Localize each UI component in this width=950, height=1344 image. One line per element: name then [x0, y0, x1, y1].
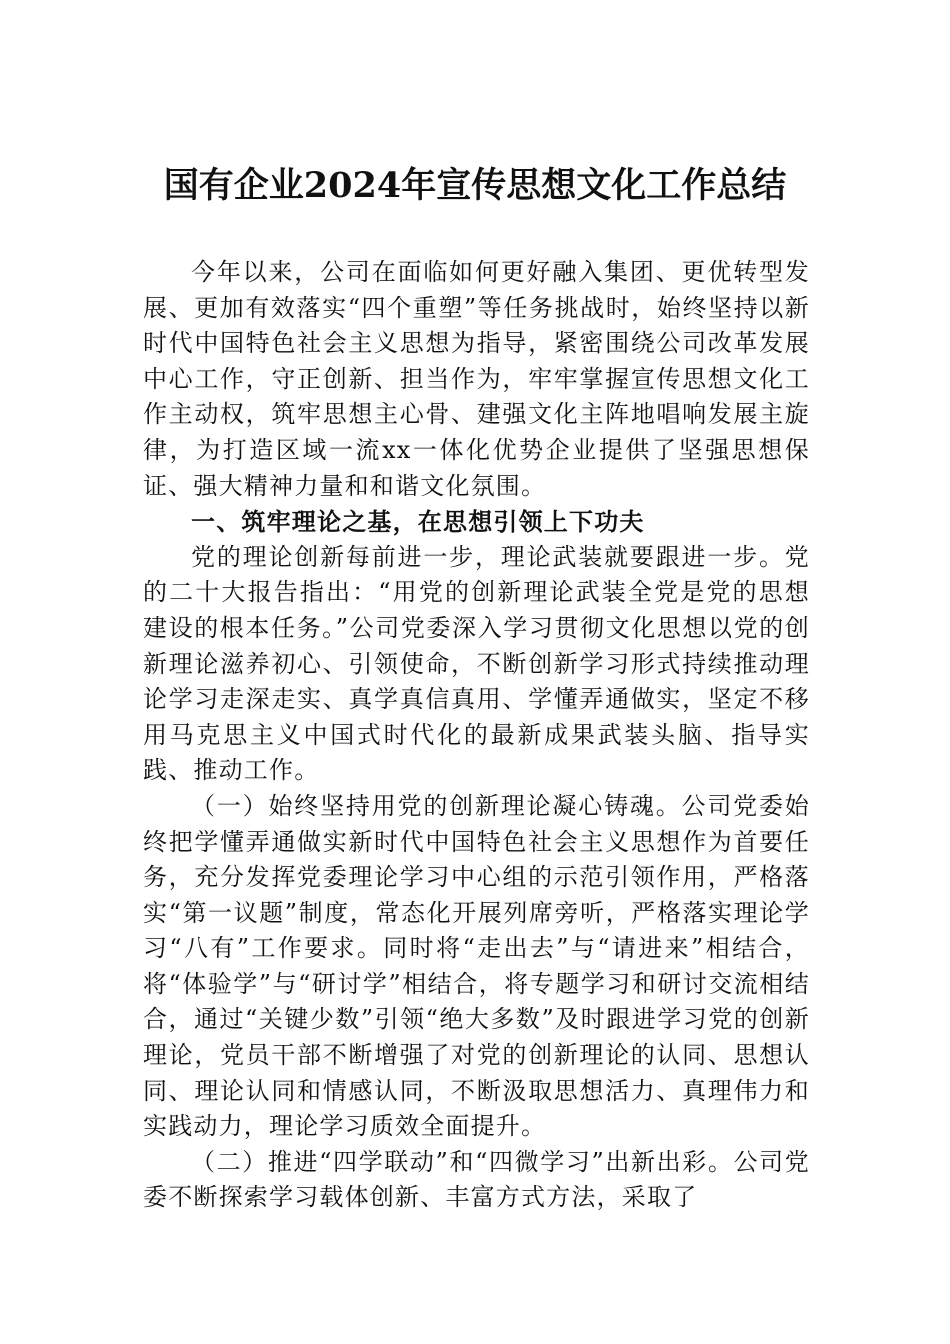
section-1-paragraph: 党的理论创新每前进一步，理论武装就要跟进一步。党的二十大报告指出：“用党的创新理论武装全党是党的思想建设的根本任务。”公司党委深入学习贯彻文化思想以党的创新理论滋养初心、引领使命，不断创新学习形式持续推动理论学习走深走实、真学真信真用、学懂弄通做实，坚定不移用马克思主义中国式时代化的最新成果武装头脑、指导实践、推动工作。: [143, 542, 810, 785]
subsection-1-paragraph: （一）始终坚持用党的创新理论凝心铸魂。公司党委始终把学懂弄通做实新时代中国特色社会主义思想作为首要任务，充分发挥党委理论学习中心组的示范引领作用，严格落实“第一议题”制度，常态化开展列席旁听，严格落实理论学习“八有”工作要求。同时将“走出去”与“请进来”相结合，将“体验学”与“研讨学”相结合，将专题学习和研讨交流相结合，通过“关键少数”引领“绝大多数”及时跟进学习党的创新理论，党员干部不断增强了对党的创新理论的认同、思想认同、理论认同和情感认同，不断汲取思想活力、真理伟力和实践动力，理论学习质效全面提升。: [143, 791, 810, 1141]
subsection-2-paragraph: （二）推进“四学联动”和“四微学习”出新出彩。公司党委不断探索学习载体创新、丰富方式方法，采取了: [143, 1147, 810, 1212]
document-title: 国有企业2024年宣传思想文化工作总结: [163, 165, 787, 206]
section-heading-1: 一、筑牢理论之基，在思想引领上下功夫: [191, 507, 645, 537]
intro-paragraph: 今年以来，公司在面临如何更好融入集团、更优转型发展、更加有效落实“四个重塑”等任务挑战时，始终坚持以新时代中国特色社会主义思想为指导，紧密围绕公司改革发展中心工作，守正创新、担当作为，牢牢掌握宣传思想文化工作主动权，筑牢思想主心骨、建强文化主阵地唱响发展主旋律，为打造区域一流xx一体化优势企业提供了坚强思想保证、强大精神力量和和谐文化氛围。: [143, 258, 810, 500]
document-body: [143, 255, 810, 1216]
